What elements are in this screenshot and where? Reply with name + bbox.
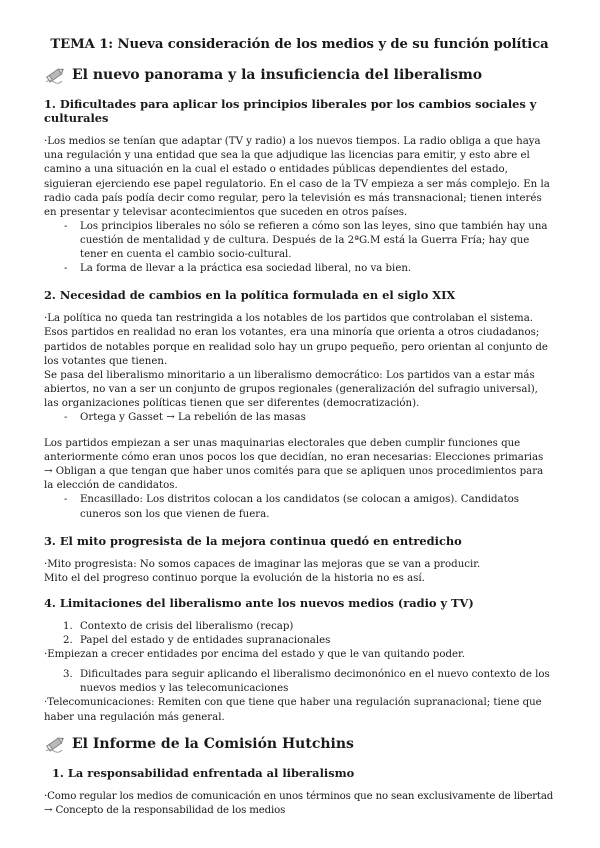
paragraph: ·Como regular los medios de comunicación en unos términos que no sean exclusivamente de libertad → Concepto de la responsabilidad de los medios [44,790,554,816]
paragraph: ·La política no queda tan restringida a los notables de los partidos que controlaban el sistema. Esos partidos en realidad no eran los votantes, era una minoría que orienta a otros ciudadanos; partidos de notables porque en realidad solo hay un grupo pequeño, pero orientan al conjunto de los votantes que tienen. [44,313,548,367]
list-item [44,620,555,634]
list-item-text: Dificultades para seguir aplicando el liberalismo decimonónico en el nuevo contexto de los nuevos medios y las telecomunicaciones [80,669,550,695]
subsection-heading: 3. El mito progresista de la mejora continua quedó en entredicho [44,533,462,548]
paragraph-line: ·Empiezan a crecer entidades por encima del estado y que le van quitando poder. [44,649,466,661]
numbered-list [44,620,555,648]
section-heading [44,735,555,753]
bullet-list [44,493,555,521]
list-item [44,634,555,648]
list-item: - Los principios liberales no sólo se refieren a cómo son las leyes, sino que también hay una cuestión de mentalidad y de cultura. Después de la 2ªG.M está la Guerra Fría; hay que tener en cuenta el cambio socio-cultural. [44,220,555,262]
section-heading [44,66,555,84]
paragraph-line: ·Mito progresista: No somos capaces de imaginar las mejoras que se van a producir. [44,558,481,570]
pencil-icon [44,66,66,84]
list-item: - Encasillado: Los distritos colocan a los candidatos (se colocan a amigos). Candidatos cuneros son los que vienen de fuera. [44,493,555,521]
list-number: 3. [63,669,73,681]
list-number: 2. [63,635,73,647]
document-title: TEMA 1: Nueva consideración de los medios y de su función política [50,37,549,52]
subsection-heading: 2. Necesidad de cambios en la política formulada en el siglo XIX [44,288,456,303]
section-heading-text: El nuevo panorama y la insuficiencia del liberalismo [72,67,483,84]
paragraph-line: Mito el del progreso continuo porque la evolución de la historia no es así. [44,572,425,584]
numbered-list [44,668,555,696]
list-number: 1. [63,621,73,632]
list-item: - Ortega y Gasset → La rebelión de las masas [44,411,555,425]
paragraph: Se pasa del liberalismo minoritario a un liberalismo democrático: Los partidos van a estar más abiertos, no van a ser un conjunto de grupos regionales (generalización del sufragio universal), las organizaciones políticas tienen que ser diferentes (democratización). [44,369,538,409]
section-heading-text: El Informe de la Comisión Hutchins [72,735,354,752]
subsection-heading: 1. La responsabilidad enfrentada al liberalismo [52,765,355,780]
paragraph: Los partidos empiezan a ser unas maquinarias electorales que deben cumplir funciones que anteriormente cómo eran unos pocos los que decidían, no eran necesarias: Elecciones primarias → Obligan a que tengan que haber unos comités para que se apliquen unos procedimientos para la elección de candidatos. [44,438,544,492]
paragraph: ·Los medios se tenían que adaptar (TV y radio) a los nuevos tiempos. La radio obliga a que haya una regulación y una entidad que sea la que adjudique las licencias para emitir, y esto abre el camino a una situación en la cual el estado o entidades públicas dependientes del estado, siguieran ejerciendo ese papel regulatorio. En el caso de la TV empieza a ser más complejo. En la radio cada país podía decir como regular, pero la televisión es más transnacional; tienen interés en presentar y televisar acontecimientos que suceden en otros países. [44,136,550,218]
subsection-heading: 4. Limitaciones del liberalismo ante los nuevos medios (radio y TV) [44,595,474,610]
list-item: - La forma de llevar a la práctica esa sociedad liberal, no va bien. [44,262,555,276]
subsection-heading: 1. Dificultades para aplicar los principios liberales por los cambios sociales y culturales [44,97,537,126]
list-item-text: Contexto de crisis del liberalismo (recap) [80,621,294,632]
paragraph: ·Telecomunicaciones: Remiten con que tiene que haber una regulación supranacional; tiene que haber una regulación más general. [44,697,542,723]
bullet-list [44,220,555,276]
list-item [44,668,555,696]
bullet-list [44,411,555,425]
list-item-text: Papel del estado y de entidades supranacionales [80,635,331,647]
pencil-icon [44,735,66,753]
